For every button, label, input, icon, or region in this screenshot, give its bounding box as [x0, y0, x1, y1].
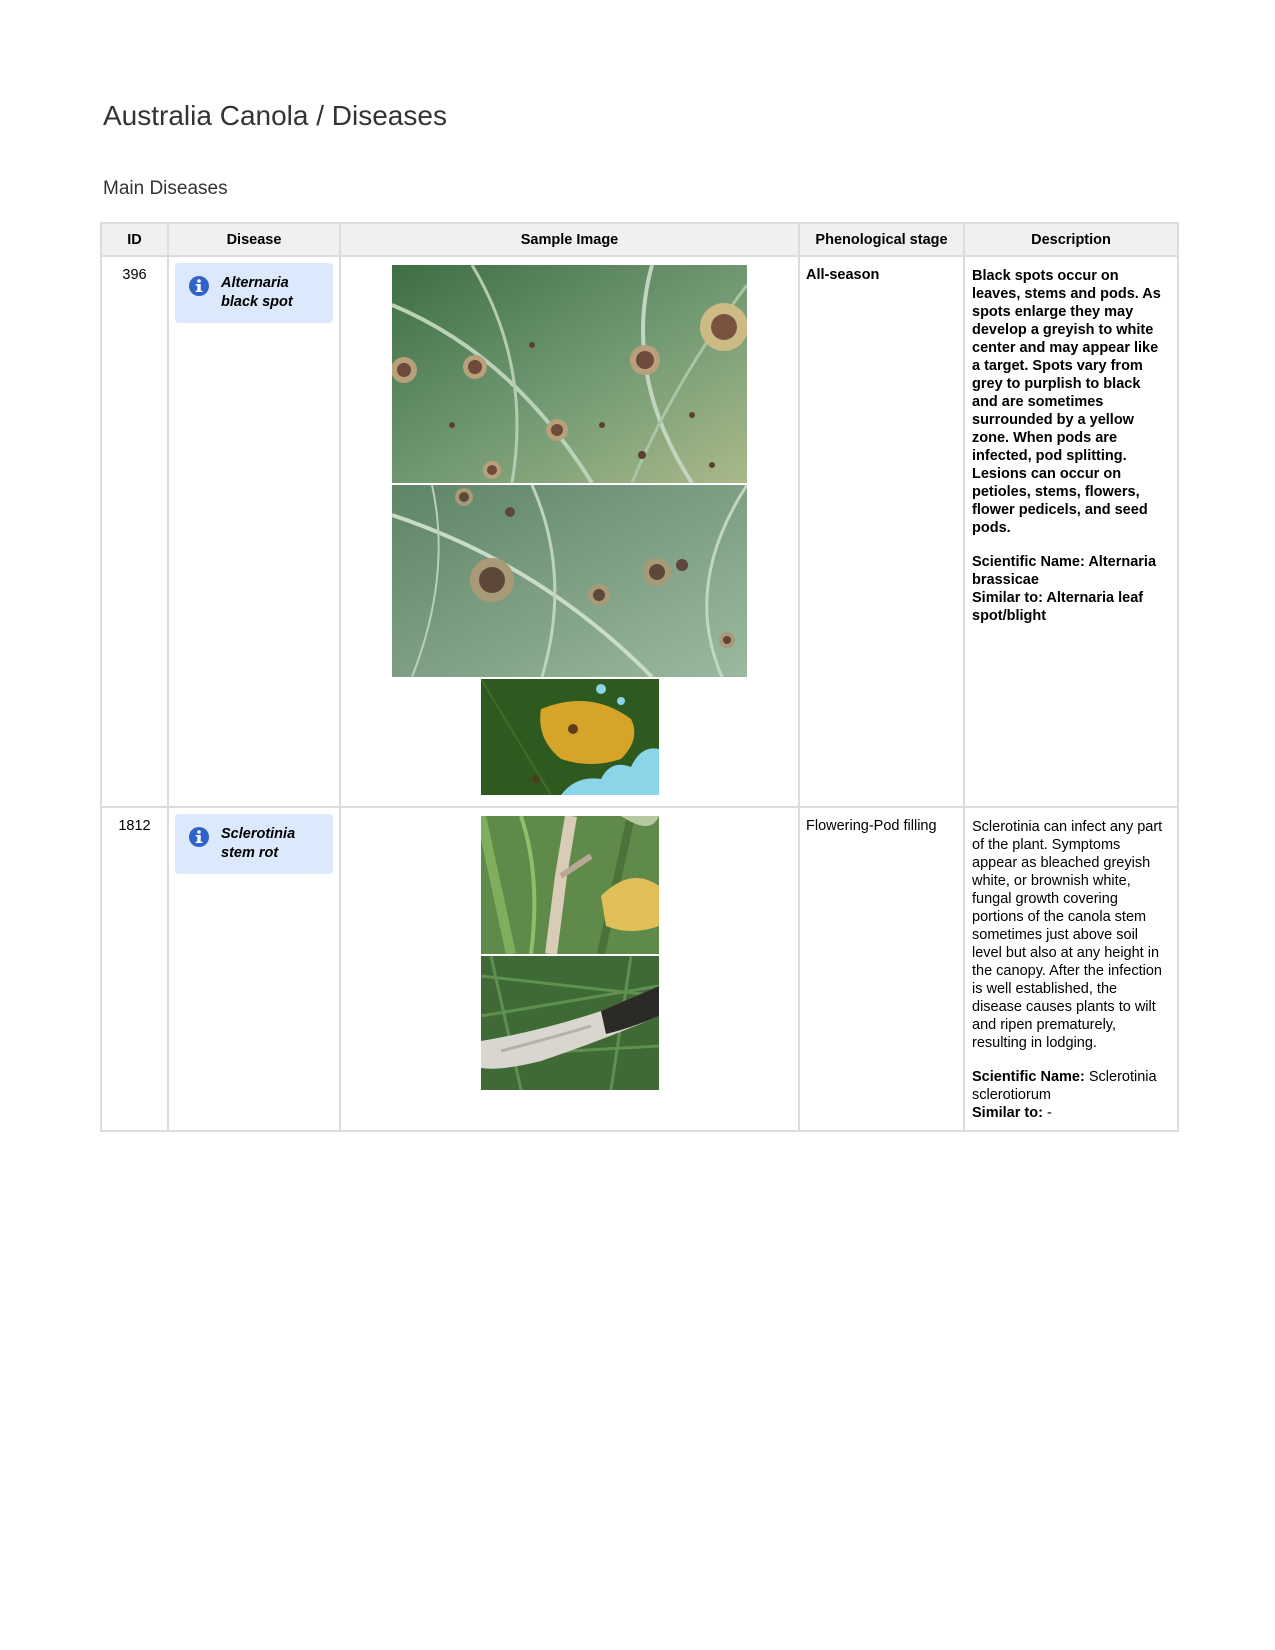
row-id: 1812 — [101, 807, 168, 1131]
scientific-name — [972, 553, 1167, 589]
similar-to-label: Similar to: — [972, 1105, 1043, 1121]
yellow-leaf-photo — [481, 679, 659, 795]
similar-to-value: Alternaria leaf spot/blight — [972, 590, 1144, 624]
header-description: Description — [964, 223, 1178, 256]
similar-to — [972, 589, 1167, 625]
info-icon[interactable] — [189, 827, 209, 847]
table-header-row — [101, 223, 1178, 256]
sample-image-cell — [340, 256, 799, 807]
phenological-stage: Flowering-Pod filling — [799, 807, 964, 1131]
info-icon[interactable] — [189, 276, 209, 296]
description-cell — [964, 807, 1178, 1131]
scientific-name — [972, 1068, 1167, 1104]
similar-to — [972, 1104, 1167, 1122]
stem-rot-photo — [481, 816, 659, 954]
table-row — [101, 256, 1178, 807]
disease-name[interactable]: Alternaria black spot — [221, 275, 293, 310]
scientific-name-label: Scientific Name: — [972, 1069, 1085, 1085]
header-phenological-stage: Phenological stage — [799, 223, 964, 256]
disease-cell — [168, 256, 340, 807]
similar-to-value: - — [1046, 1105, 1052, 1121]
section-title: Main Diseases — [103, 178, 228, 199]
scientific-name-label: Scientific Name: — [972, 554, 1085, 570]
header-disease: Disease — [168, 223, 340, 256]
phenological-stage: All-season — [799, 256, 964, 807]
table-row — [101, 807, 1178, 1131]
scientific-name-value: Alternaria brassicae — [972, 554, 1157, 588]
row-id: 396 — [101, 256, 168, 807]
similar-to-label: Similar to: — [972, 590, 1043, 606]
description-cell — [964, 256, 1178, 807]
header-sample-image: Sample Image — [340, 223, 799, 256]
leaf-spot-photo — [392, 265, 747, 483]
page-title: Australia Canola / Diseases — [103, 100, 447, 131]
stem-rot-photo — [481, 956, 659, 1090]
disease-link[interactable] — [175, 814, 333, 874]
sample-image-cell — [340, 807, 799, 1131]
header-id: ID — [101, 223, 168, 256]
disease-cell — [168, 807, 340, 1131]
scientific-name-value: Sclerotinia sclerotiorum — [972, 1069, 1157, 1103]
description-text: Sclerotinia can infect any part of the plant. Symptoms appear as bleached greyish white, or brownish white, fungal growth covering portions of the canola stem sometimes just above soil level but also at any height in the canopy. After the infection is well established, the disease causes plants to wilt and ripen prematurely, resulting in lodging. — [972, 819, 1163, 1051]
description-text: Black spots occur on leaves, stems and pods. As spots enlarge they may develop a greyish to white center and may appear like a target. Spots vary from grey to purplish to black and are sometimes surrounded by a yellow zone. When pods are infected, pod splitting. Lesions can occur on petioles, stems, flowers, flower pedicels, and seed pods. — [972, 268, 1161, 536]
diseases-table — [100, 222, 1179, 1132]
disease-link[interactable] — [175, 263, 333, 323]
leaf-spot-photo — [392, 485, 747, 677]
disease-name[interactable]: Sclerotinia stem rot — [221, 826, 296, 861]
